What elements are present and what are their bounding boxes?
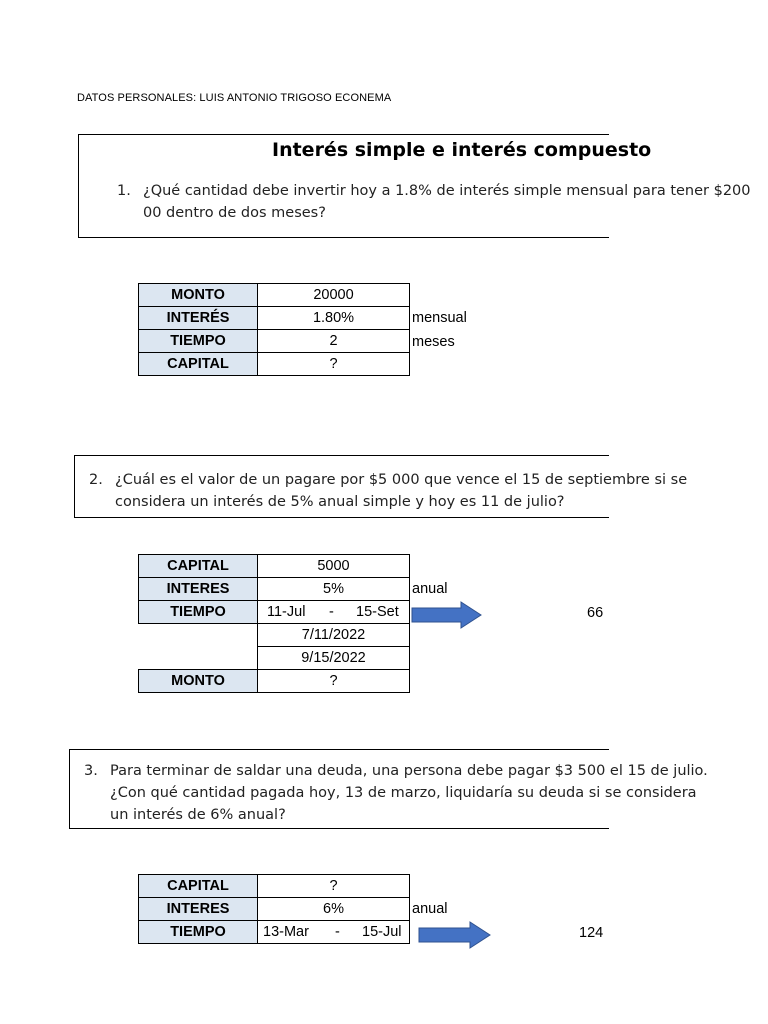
interes-value: 6% bbox=[258, 898, 410, 921]
tiempo-label: TIEMPO bbox=[139, 330, 258, 353]
right-arrow-icon bbox=[418, 921, 492, 949]
tiempo-unit-label: meses bbox=[412, 334, 455, 350]
question-3-number: 3. bbox=[84, 763, 98, 779]
tiempo-from: 13-Mar bbox=[263, 924, 309, 940]
question-1-line-1: ¿Qué cantidad debe invertir hoy a 1.8% de interés simple mensual para tener $200 bbox=[143, 183, 751, 199]
monto-value: ? bbox=[258, 670, 410, 693]
tiempo-dash: - bbox=[329, 604, 334, 620]
question-2-table bbox=[138, 554, 410, 693]
question-2-number: 2. bbox=[89, 472, 103, 488]
question-1-number: 1. bbox=[117, 183, 131, 199]
question-3-table bbox=[138, 874, 410, 944]
monto-label: MONTO bbox=[139, 284, 258, 307]
tiempo-dash: - bbox=[335, 924, 340, 940]
tiempo-value: 2 bbox=[258, 330, 410, 353]
tiempo-range-value bbox=[258, 921, 410, 944]
question-2-line-2: considera un interés de 5% anual simple y hoy es 11 de julio? bbox=[115, 494, 565, 510]
empty-cell bbox=[139, 647, 258, 670]
interes-unit-label: anual bbox=[412, 581, 448, 597]
capital-label: CAPITAL bbox=[139, 555, 258, 578]
interes-unit-label: anual bbox=[412, 901, 448, 917]
interes-unit-label: mensual bbox=[412, 310, 467, 326]
question-3-line-3: un interés de 6% anual? bbox=[110, 807, 286, 823]
right-arrow-icon bbox=[411, 601, 483, 629]
tiempo-label: TIEMPO bbox=[139, 921, 258, 944]
capital-label: CAPITAL bbox=[139, 353, 258, 376]
capital-value: ? bbox=[258, 353, 410, 376]
question-1-line-2: 00 dentro de dos meses? bbox=[143, 205, 326, 221]
monto-value: 20000 bbox=[258, 284, 410, 307]
question-2-line-1: ¿Cuál es el valor de un pagare por $5 000 que vence el 15 de septiembre si se bbox=[115, 472, 688, 488]
interes-label: INTERÉS bbox=[139, 307, 258, 330]
question-1-box bbox=[78, 134, 751, 238]
tiempo-to: 15-Set bbox=[356, 604, 399, 620]
tiempo-to: 15-Jul bbox=[362, 924, 402, 940]
personal-data-header: DATOS PERSONALES: LUIS ANTONIO TRIGOSO ECONEMA bbox=[77, 92, 392, 104]
tiempo-range-value bbox=[258, 601, 410, 624]
question-3-box bbox=[69, 749, 708, 829]
document-title: Interés simple e interés compuesto bbox=[272, 139, 652, 161]
interes-value: 1.80% bbox=[258, 307, 410, 330]
question-3-line-1: Para terminar de saldar una deuda, una persona debe pagar $3 500 el 15 de julio. bbox=[110, 763, 708, 779]
question-2-box bbox=[74, 455, 688, 518]
start-date-value: 7/11/2022 bbox=[258, 624, 410, 647]
days-result: 66 bbox=[587, 605, 604, 621]
question-1-table bbox=[138, 283, 410, 376]
capital-label: CAPITAL bbox=[139, 875, 258, 898]
question-3-line-2: ¿Con qué cantidad pagada hoy, 13 de marzo, liquidaría su deuda si se considera bbox=[110, 785, 697, 801]
empty-cell bbox=[139, 624, 258, 647]
days-result: 124 bbox=[579, 925, 604, 941]
monto-label: MONTO bbox=[139, 670, 258, 693]
end-date-value: 9/15/2022 bbox=[258, 647, 410, 670]
interes-label: INTERES bbox=[139, 578, 258, 601]
interes-value: 5% bbox=[258, 578, 410, 601]
tiempo-label: TIEMPO bbox=[139, 601, 258, 624]
capital-value: ? bbox=[258, 875, 410, 898]
interes-label: INTERES bbox=[139, 898, 258, 921]
capital-value: 5000 bbox=[258, 555, 410, 578]
tiempo-from: 11-Jul bbox=[267, 604, 306, 620]
